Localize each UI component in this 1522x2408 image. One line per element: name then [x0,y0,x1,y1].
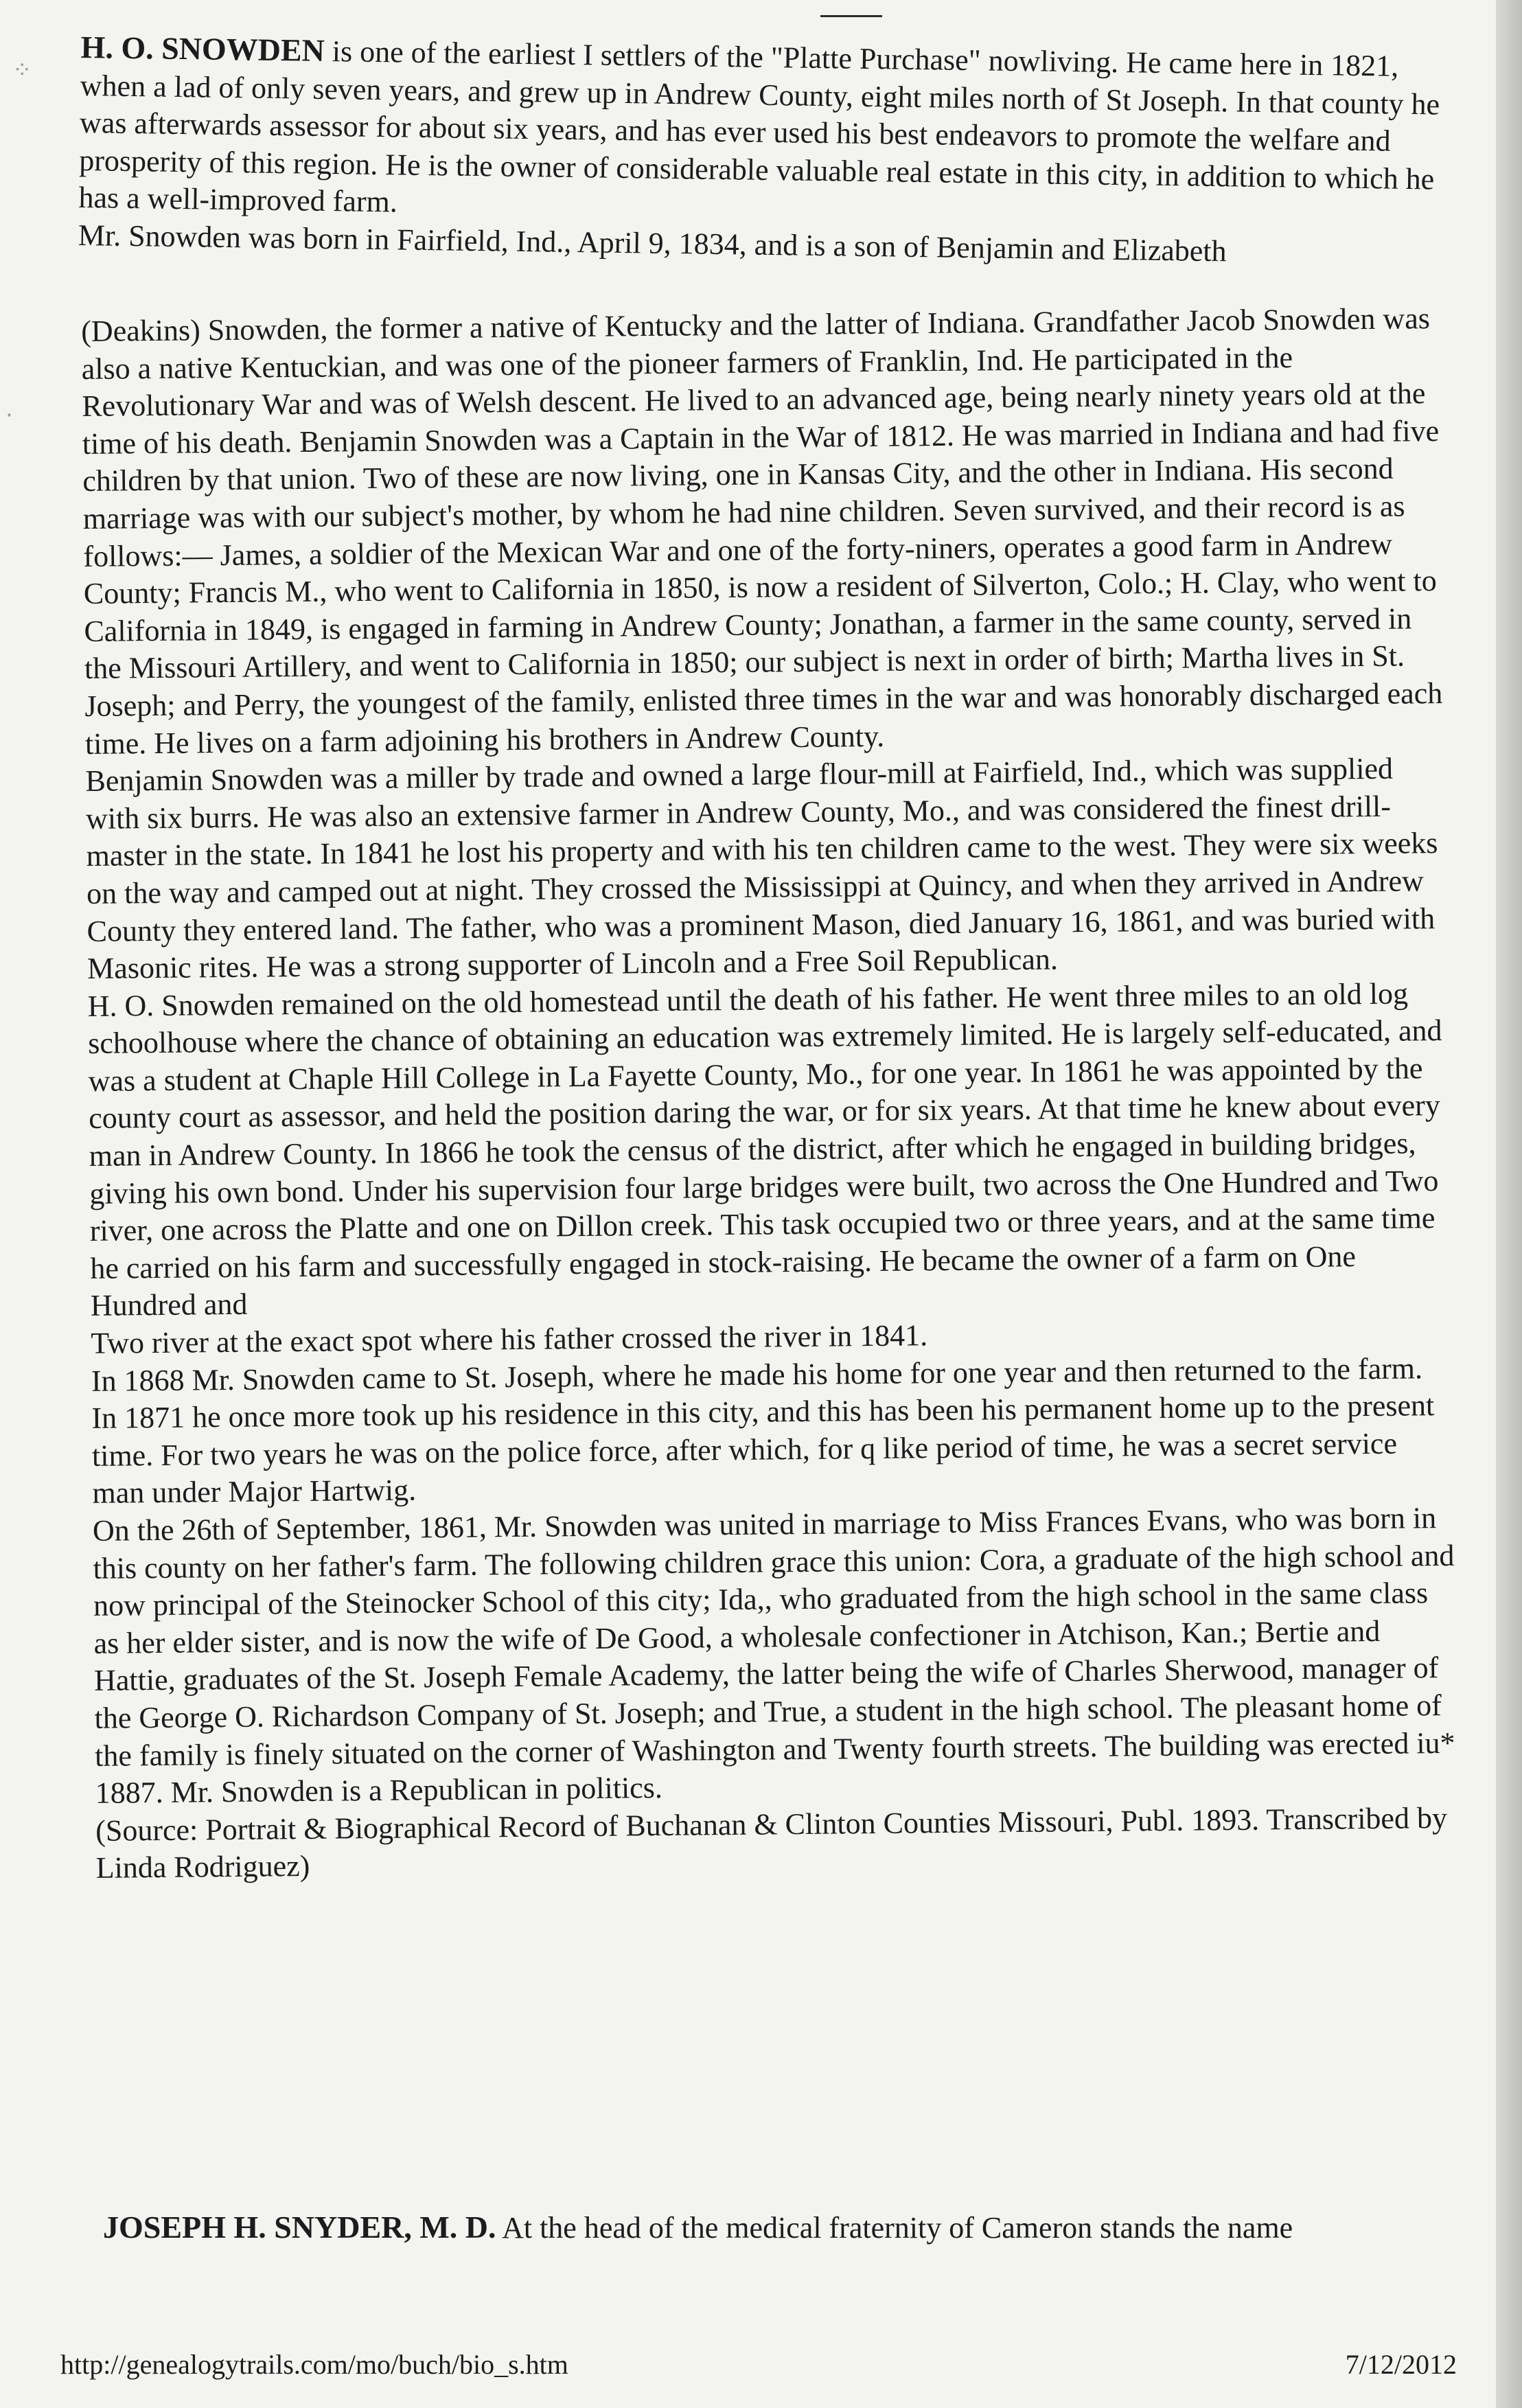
snowden-birth-line: Mr. Snowden was born in Fairfield, Ind., April 9, 1834, and is a son of Benjamin and Elizabeth [78,218,1227,268]
bio-name-snyder: JOSEPH H. SNYDER, M. D. [103,2210,496,2245]
snyder-intro-text: At the head of the medical fraternity of Cameron stands the name [502,2211,1293,2245]
footer-date: 7/12/2012 [1345,2349,1457,2380]
footer-url[interactable]: http://genealogytrails.com/mo/buch/bio_s.htm [60,2349,568,2380]
source-citation: (Source: Portrait & Biographical Record of Buchanan & Clinton Counties Missouri, Publ. 1893. Transcribed by Linda Rodriguez) [95,1800,1448,1885]
paragraph-father: Benjamin Snowden was a miller by trade and owned a large flour-mill at Fairfield, Ind., which was supplied with six burrs. He was also an extensive farmer in Andrew County, Mo., and was considered the finest drill-master in the state. In 1841 he lost his property and with his ten children came to the west. They were six weeks on the way and camped out at night. They crossed the Mississippi at Quincy, and when they arrived in Andrew County they entered land. The father, who was a prominent Mason, died January 16, 1861, and was buried with Masonic rites. He was a strong supporter of Lincoln and a Free Soil Republican. [85,751,1438,986]
margin-speck: ⁘ [12,56,32,84]
snowden-intro-text: is one of the earliest I settlers of the "Platte Purchase" nowliving. He came here in 1821, when a lad of only seven years, and grew up in Andrew County, eight miles north of St Joseph. In that county he was afterwards assessor for about six years, and has ever used his best endeavors to promote the welfare and prosperity of this region. He is the owner of considerable valuable real estate in this city, in addition to which he has a well-improved farm. [78,34,1440,219]
scan-edge-shadow [1496,0,1522,2408]
bio-name-snowden: H. O. SNOWDEN [80,29,325,68]
snowden-bio-opening [78,29,1443,273]
paragraph-education: H. O. Snowden remained on the old homestead until the death of his father. He went three miles to an old log schoolhouse where the chance of obtaining an education was extremely limited. He is largely self-educated, and was a student at Chaple Hill College in La Fayette County, Mo., for one year. In 1861 he was appointed by the county court as assessor, and held the position daring the war, or for six years. At that time he knew about every man in Andrew County. In 1866 he took the census of the district, after which he engaged in building bridges, giving his own bond. Under his supervision four large bridges were built, two across the One Hundred and Two river, one across the Platte and one on Dillon creek. This task occupied two or three years, and at the same time he carried on his farm and successfully engaged in stock-raising. He became the owner of a farm on One Hundred and [87,976,1442,1323]
paragraph-river: Two river at the exact spot where his father crossed the river in 1841. [91,1318,928,1360]
margin-speck: · [5,402,13,429]
top-scan-mark [820,15,882,17]
snowden-intro-paragraph [78,29,1444,236]
paragraph-marriage: On the 26th of September, 1861, Mr. Snowden was united in marriage to Miss Frances Evans, who was born in this county on her father's farm. The following children grace this union: Cora, a graduate of the high school and now principal of the Steinocker School of this city; Ida,, who graduated from the high school in the same class as her elder sister, and is now the wife of De Good, a wholesale confectioner in Atchison, Kan.; Bertie and Hattie, graduates of the St. Joseph Female Academy, the latter being the wife of Charles Sherwood, manager of the George O. Richardson Company of St. Joseph; and True, a student in the high school. The pleasant home of the family is finely situated on the corner of Washington and Twenty fourth streets. The building was erected iu* 1887. Mr. Snowden is a Republican in politics. [92,1501,1455,1811]
snyder-bio-opening [103,2209,1449,2247]
paragraph-family: (Deakins) Snowden, the former a native of Kentucky and the latter of Indiana. Grandfather Jacob Snowden was also a native Kentuckian, and was one of the pioneer farmers of Franklin, Ind. He participated in the Revolutionary War and was of Welsh descent. He lived to an advanced age, being nearly ninety years old at the time of his death. Benjamin Snowden was a Captain in the War of 1812. He was married in Indiana and had five children by that union. Two of these are now living, one in Kansas City, and the other in Indiana. His second marriage was with our subject's mother, by whom he had nine children. Seven survived, and their record is as follows:— James, a soldier of the Mexican War and one of the forty-niners, operates a good farm in Andrew County; Francis M., who went to California in 1850, is now a resident of Silverton, Colo.; H. Clay, who went to California in 1849, is engaged in farming in Andrew County; Jonathan, a farmer in the same county, served in the Missouri Artillery, and went to California in 1850; our subject is next in order of birth; Martha lives in St. Joseph; and Perry, the youngest of the family, enlisted three times in the war and was honorably discharged each time. He lives on a farm adjoining his brothers in Andrew County. [81,301,1443,761]
snowden-bio-body [81,300,1459,1888]
paragraph-st-joseph: In 1868 Mr. Snowden came to St. Joseph, where he made his home for one year and then returned to the farm. In 1871 he once more took up his residence in this city, and this has been his permanent home up to the present time. For two years he was on the police force, after which, for q like period of time, he was a secret service man under Major Hartwig. [91,1351,1435,1511]
